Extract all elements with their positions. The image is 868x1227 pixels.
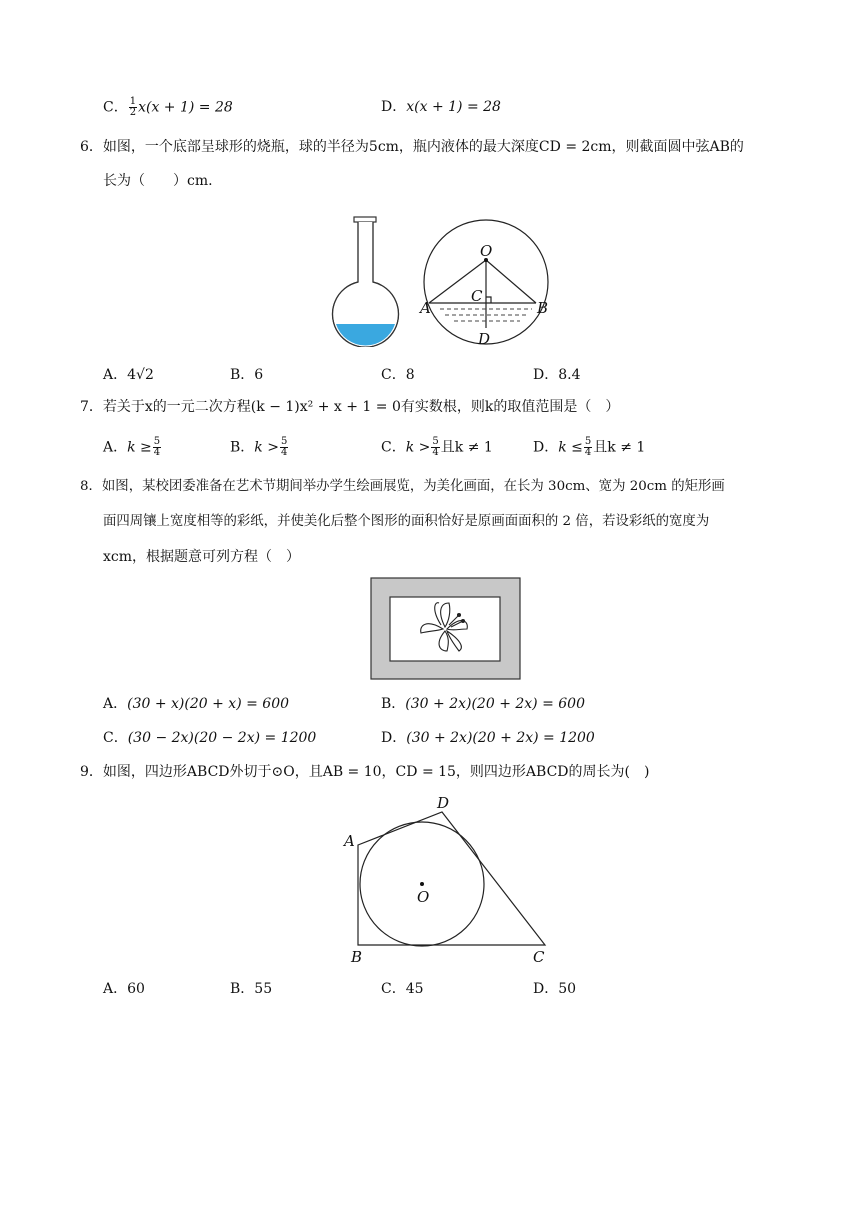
q6-stem-line1: 6．如图，一个底部呈球形的烧瓶，球的半径为5cm，瓶内液体的最大深度CD = 2cm，则截面圆中弦AB的 (80, 139, 744, 155)
label-D: D (437, 794, 450, 812)
label-A: A (344, 832, 355, 850)
q6-stem-line2: 长为（ ）cm. (103, 173, 213, 189)
label-O: O (417, 888, 430, 906)
q8-stem-line2: 面四周镶上宽度相等的彩纸，并使美化后整个图形的面积恰好是原画面面积的 2 倍，若设彩纸的宽度为 (103, 514, 710, 529)
q9-option-b: B．55 (230, 981, 273, 997)
label-A: A (420, 299, 431, 317)
q8-option-b: B．(30 + 2x)(20 + 2x) = 600 (381, 696, 585, 712)
q9-option-d: D．50 (533, 981, 577, 997)
quadrilateral-abcd (358, 812, 545, 945)
flask-diagram (333, 217, 399, 347)
q9-option-a: A．60 (103, 981, 145, 997)
label-B: B (351, 948, 363, 966)
label-D: D (478, 330, 491, 347)
label-C: C (533, 948, 545, 966)
q8-option-c: C．(30 − 2x)(20 − 2x) = 1200 (103, 730, 317, 746)
label-O: O (480, 242, 493, 260)
q7-option-a: A．k ≥ $\frac{5}{4}$ (103, 436, 161, 458)
circle-section-diagram (424, 220, 548, 344)
q5-option-c: C． $\frac{1}{2}$ x(x + 1) = 28 (103, 96, 233, 118)
q9-figure (340, 790, 555, 970)
label-C: C (471, 287, 483, 305)
q8-option-a: A．(30 + x)(20 + x) = 600 (103, 696, 290, 712)
label-B: B (537, 299, 549, 317)
q8-stem-line3: xcm，根据题意可列方程（ ） (103, 549, 301, 565)
q6-option-b: B．6 (230, 367, 264, 383)
q9-option-c: C．45 (381, 981, 424, 997)
q5-option-d: D．x(x + 1) = 28 (381, 99, 501, 115)
q6-option-d: D．8.4 (533, 367, 581, 383)
q6-option-c: C．8 (381, 367, 415, 383)
liquid (336, 324, 395, 345)
q9-stem: 9．如图，四边形ABCD外切于⊙O，且AB = 10，CD = 15，则四边形ABCD的周长为( ) (80, 764, 650, 780)
q8-figure (370, 577, 522, 681)
q7-option-c: C．k > $\frac{5}{4}$ 且k ≠ 1 (381, 436, 493, 458)
q7-option-d: D．k ≤ $\frac{5}{4}$ 且k ≠ 1 (533, 436, 646, 458)
q8-stem-line1: 8．如图，某校团委准备在艺术节期间举办学生绘画展览，为美化画面，在长为 30cm、宽为 20cm 的矩形画 (80, 479, 725, 494)
q6-option-a: A．4√2 (103, 367, 154, 383)
q7-option-b: B．k > $\frac{5}{4}$ (230, 436, 288, 458)
q7-stem: 7．若关于x的一元二次方程(k − 1)x² + x + 1 = 0有实数根，则k的取值范围是（ ） (80, 399, 620, 415)
q6-figure (330, 212, 555, 347)
q8-option-d: D．(30 + 2x)(20 + 2x) = 1200 (381, 730, 595, 746)
